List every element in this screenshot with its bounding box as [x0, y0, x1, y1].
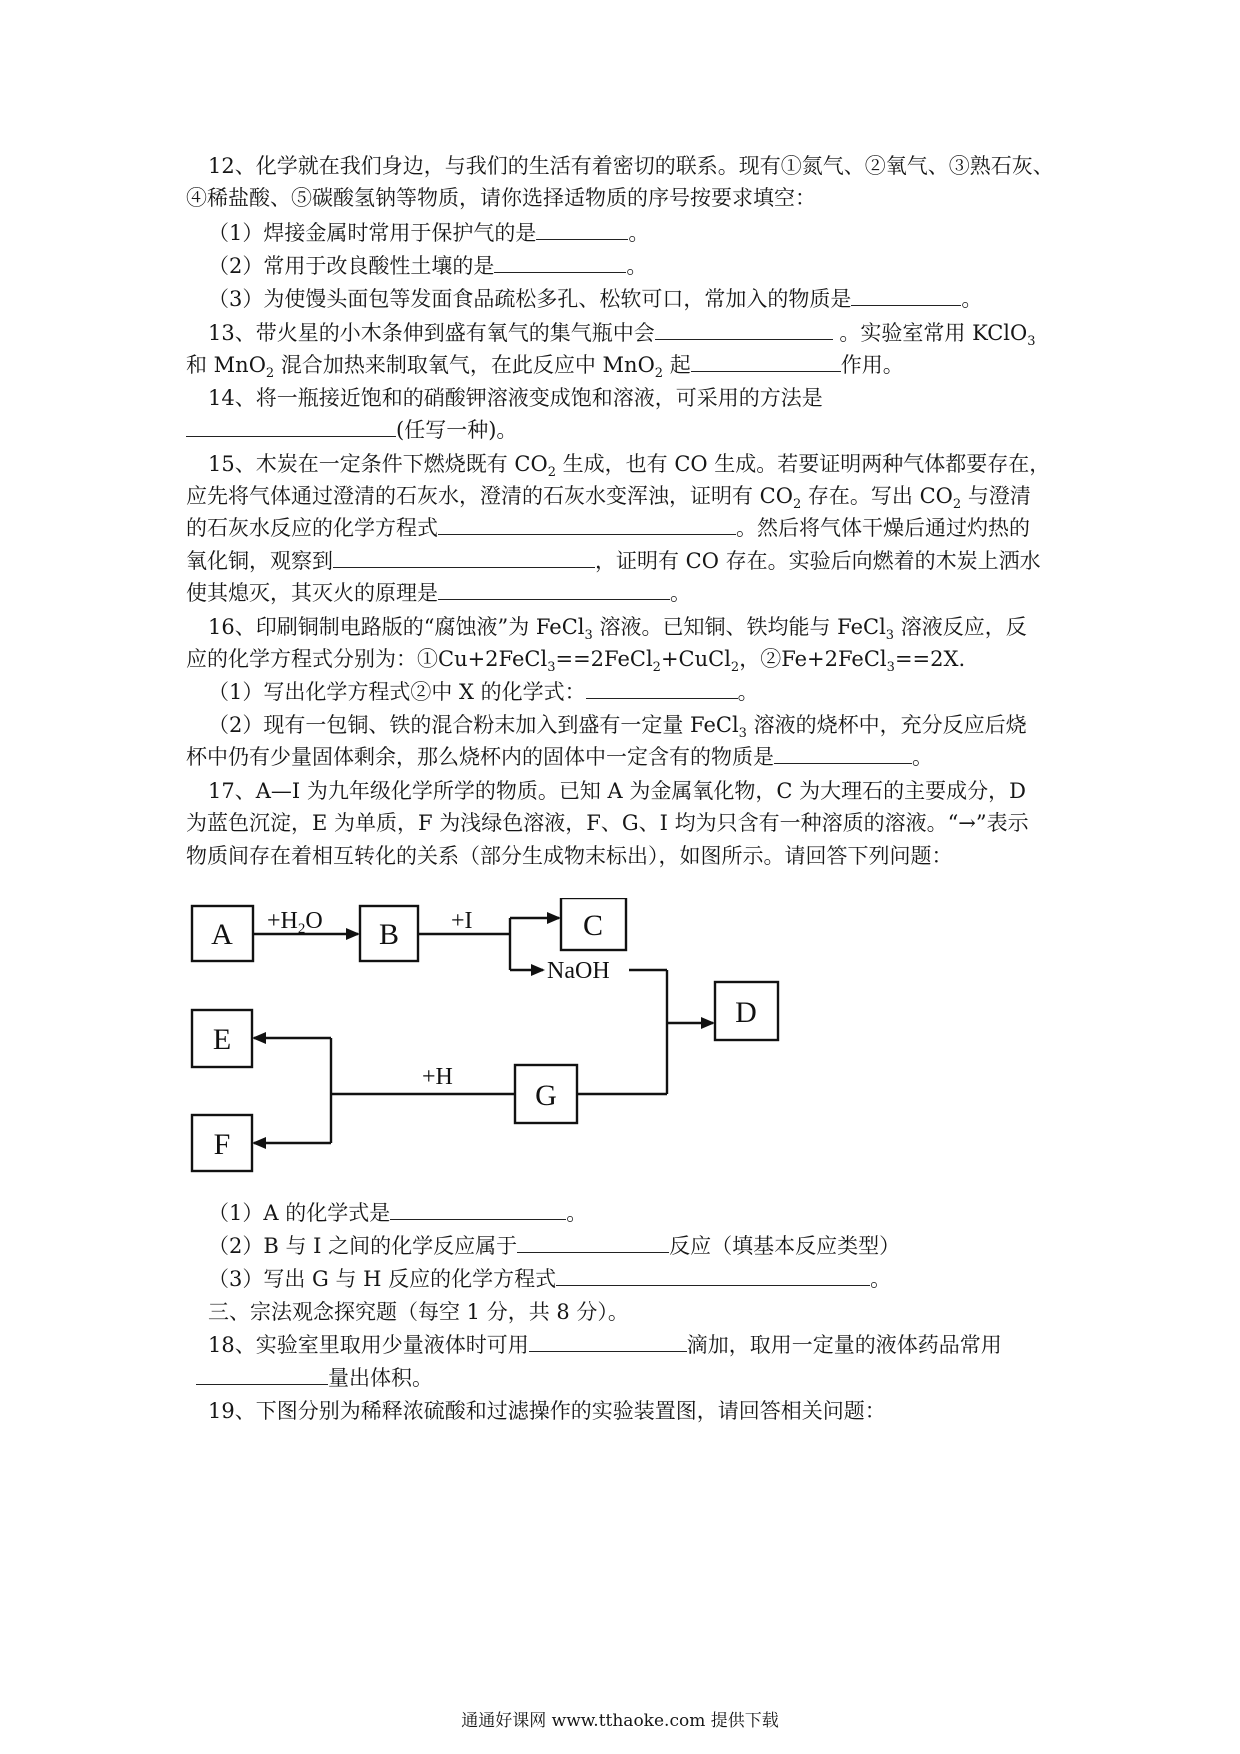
q17-line2: 为蓝色沉淀，E 为单质，F 为浅绿色溶液，F、G、I 均为只含有一种溶质的溶液。“→”表示 — [186, 811, 1029, 835]
label-E: E — [212, 1023, 232, 1056]
q12-part3: （3）为使馒头面包等发面食品疏松多孔、松软可口，常加入的物质是 。 — [208, 287, 983, 311]
q16-line2: 应的化学方程式分别为：①Cu+2FeCl$_3$==2FeCl$_2$+CuCl$_2$，②Fe+2FeCl$_3$==2X. — [186, 647, 966, 676]
label-A: A — [211, 918, 233, 951]
section-3-heading: 三、宗法观念探究题（每空 1 分，共 8 分）。 — [208, 1300, 629, 1324]
q17-part3: （3）写出 G 与 H 反应的化学方程式 。 — [208, 1267, 892, 1291]
answer-blank[interactable] — [517, 1232, 669, 1253]
q17-part1: （1）A 的化学式是 。 — [208, 1201, 588, 1225]
label-plus-i: +I — [451, 908, 473, 934]
answer-blank[interactable] — [691, 351, 841, 372]
label-B: B — [378, 918, 400, 951]
reaction-flow-diagram — [185, 898, 785, 1192]
answer-blank[interactable] — [655, 319, 833, 340]
q15-line2: 应先将气体通过澄清的石灰水，澄清的石灰水变浑浊，证明有 $CO_2$ 存在。写出 $CO_2$ 与澄清 — [186, 484, 1031, 513]
q12-part1: （1）焊接金属时常用于保护气的是 。 — [208, 221, 650, 245]
q12-line2: ④稀盐酸、⑤碳酸氢钠等物质，请你选择适物质的序号按要求填空： — [186, 186, 816, 210]
q16-line1: 16、印刷铜制电路版的“腐蚀液”为 FeCl$_3$ 溶液。已知铜、铁均能与 FeCl$_3$ 溶液反应，反 — [208, 615, 1027, 644]
q12-line1: 12、化学就在我们身边，与我们的生活有着密切的联系。现有①氮气、②氧气、③熟石灰、 — [208, 154, 1054, 178]
answer-blank[interactable] — [196, 1364, 328, 1385]
label-naoh: NaOH — [547, 958, 610, 984]
q13-line2: 和 MnO$_2$ 混合加热来制取氧气，在此反应中 MnO$_2$ 起 作用。 — [186, 353, 904, 382]
answer-blank[interactable] — [536, 219, 628, 240]
answer-blank[interactable] — [851, 285, 961, 306]
answer-blank[interactable] — [494, 252, 626, 273]
q16-part2-line2: 杯中仍有少量固体剩余，那么烧杯内的固体中一定含有的物质是 。 — [186, 745, 933, 769]
label-plus-h: +H — [422, 1064, 453, 1090]
q15-line1: 15、木炭在一定条件下燃烧既有 $CO_2$ 生成，也有 CO 生成。若要证明两种气体都要存在， — [208, 452, 1051, 481]
q17-part2: （2）B 与 I 之间的化学反应属于 反应（填基本反应类型） — [208, 1234, 901, 1258]
q15-line4: 氧化铜，观察到 ，证明有 CO 存在。实验后向燃着的木炭上洒水 — [186, 549, 1041, 573]
q17-line1: 17、A—I 为九年级化学所学的物质。已知 A 为金属氧化物，C 为大理石的主要成分，D — [208, 779, 1026, 803]
answer-blank[interactable] — [438, 579, 670, 600]
answer-blank[interactable] — [556, 1265, 870, 1286]
label-D: D — [735, 996, 757, 1029]
answer-blank[interactable] — [390, 1199, 566, 1220]
q19-line1: 19、下图分别为稀释浓硫酸和过滤操作的实验装置图，请回答相关问题： — [208, 1399, 886, 1423]
label-G: G — [535, 1079, 557, 1112]
q18-line1: 18、实验室里取用少量液体时可用 滴加，取用一定量的液体药品常用 — [208, 1333, 1002, 1357]
label-C: C — [582, 909, 604, 942]
answer-blank[interactable] — [333, 547, 595, 568]
answer-blank[interactable] — [774, 743, 912, 764]
q16-part2: （2）现有一包铜、铁的混合粉末加入到盛有一定量 FeCl$_3$ 溶液的烧杯中，充分反应后烧 — [208, 713, 1027, 742]
q18-line2: 量出体积。 — [196, 1364, 433, 1392]
q15-line3: 的石灰水反应的化学方程式 。然后将气体干燥后通过灼热的 — [186, 516, 1030, 540]
answer-blank[interactable] — [529, 1331, 687, 1352]
page-footer: 通通好课网 www.tthaoke.com 提供下载 — [461, 1711, 779, 1731]
q14-line2: (任写一种)。 — [186, 416, 517, 444]
q17-line3: 物质间存在着相互转化的关系（部分生成物末标出），如图所示。请回答下列问题： — [186, 844, 953, 868]
label-F: F — [213, 1128, 231, 1161]
q12-part2: （2）常用于改良酸性土壤的是 。 — [208, 254, 648, 278]
q14-line1: 14、将一瓶接近饱和的硝酸钾溶液变成饱和溶液，可采用的方法是 — [208, 386, 823, 410]
answer-blank[interactable] — [586, 678, 738, 699]
answer-blank[interactable] — [438, 514, 736, 535]
answer-blank[interactable] — [186, 416, 396, 437]
q15-line5: 使其熄灭，其灭火的原理是 。 — [186, 581, 691, 605]
q13-line1: 13、带火星的小木条伸到盛有氧气的集气瓶中会 。实验室常用 KClO$_3$ — [208, 321, 1036, 350]
label-plus-h2o: $+H_2O$ — [267, 908, 323, 937]
q16-part1: （1）写出化学方程式②中 X 的化学式： 。 — [208, 680, 759, 704]
